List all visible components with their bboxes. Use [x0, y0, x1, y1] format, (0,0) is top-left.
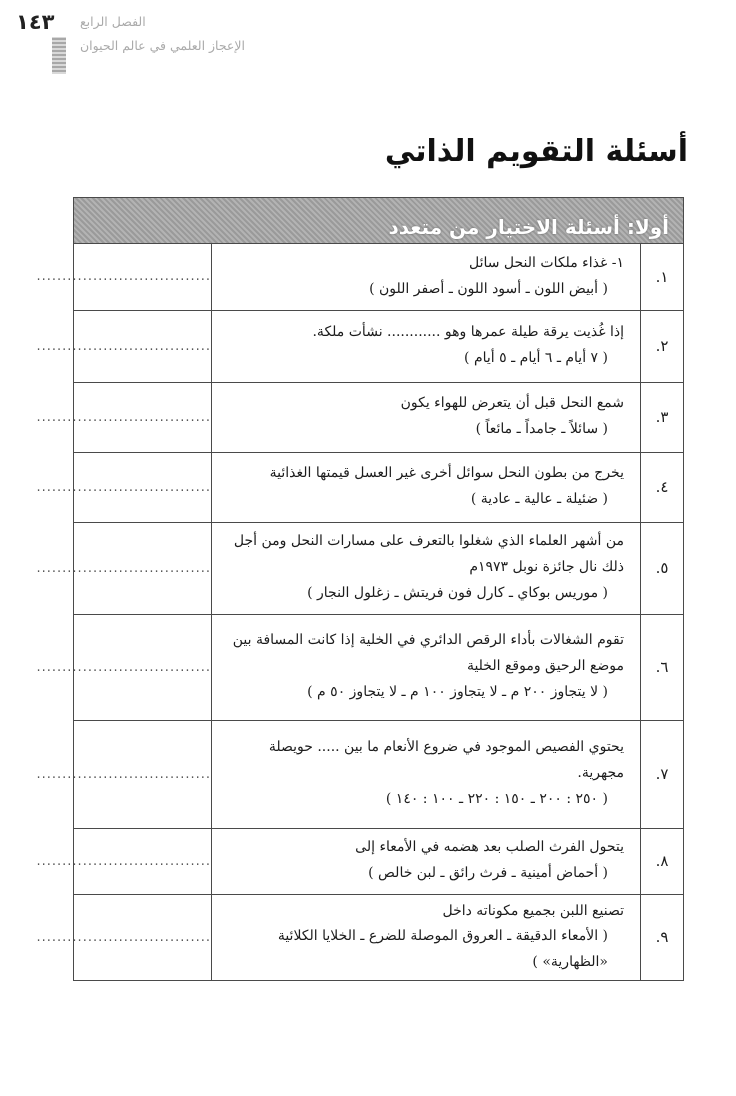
question-cell	[212, 244, 641, 310]
chapter-subtitle: الإعجاز العلمي في عالم الحيوان	[80, 37, 245, 53]
answer-blank[interactable]: ..................................	[74, 310, 212, 382]
section-title: أسئلة التقويم الذاتي	[384, 134, 688, 169]
question-row	[74, 244, 683, 310]
answer-blank[interactable]: ..................................	[74, 452, 212, 522]
header-decoration-bar	[52, 37, 66, 74]
question-number: ٩.	[641, 894, 684, 980]
question-options: ( ٢٥٠ : ٢٠٠ ـ ١٥٠ : ٢٢٠ ـ ١٠٠ : ١٤٠ )	[385, 790, 608, 807]
question-number: ٥.	[641, 522, 684, 614]
question-number: ٣.	[641, 382, 684, 452]
question-options: ( الأمعاء الدقيقة ـ العروق الموصلة للضرع ـ الخلايا الكلائية «الظهارية» )	[277, 928, 608, 971]
question-text: يحتوي الفصيص الموجود في ضروع الأنعام ما بين ..... حويصلة مجهرية.	[268, 739, 624, 782]
question-cell	[212, 894, 641, 980]
question-row	[74, 828, 683, 894]
running-header	[80, 10, 260, 58]
answer-blank[interactable]: ..................................	[74, 244, 212, 310]
question-cell	[212, 828, 641, 894]
question-options: ( سائلاً ـ جامداً ـ مائعاً )	[475, 421, 608, 437]
question-row	[74, 614, 683, 720]
question-options: ( موريس بوكاي ـ كارل فون فريتش ـ زغلول النجار )	[307, 584, 608, 601]
question-row	[74, 452, 683, 522]
question-text: من أشهر العلماء الذي شغلوا بالتعرف على مسارات النحل ومن أجل ذلك نال جائزة نوبل ١٩٧٣م	[233, 533, 624, 576]
question-row	[74, 720, 683, 828]
questions-grid	[36, 244, 683, 980]
question-cell	[212, 382, 641, 452]
answer-blank[interactable]: ..................................	[74, 828, 212, 894]
question-row	[74, 894, 683, 980]
question-number: ١.	[641, 244, 684, 310]
question-number: ٦.	[641, 614, 684, 720]
table-heading	[74, 198, 683, 244]
question-text: يخرج من بطون النحل سوائل أخرى غير العسل قيمتها الغذائية	[269, 465, 624, 482]
question-options: ( ٧ أيام ـ ٦ أيام ـ ٥ أيام )	[464, 350, 608, 366]
question-cell	[212, 452, 641, 522]
question-text: شمع النحل قبل أن يتعرض للهواء يكون	[400, 395, 624, 412]
question-cell	[212, 310, 641, 382]
question-text: تصنيع اللبن بجميع مكوناته داخل	[442, 902, 624, 919]
question-row	[74, 382, 683, 452]
question-number: ٤.	[641, 452, 684, 522]
question-cell	[212, 522, 641, 614]
question-cell	[212, 614, 641, 720]
question-text: ١- غذاء ملكات النحل سائل	[468, 254, 624, 271]
question-options: ( لا يتجاوز ٢٠٠ م ـ لا يتجاوز ١٠٠ م ـ لا يتجاوز ٥٠ م )	[307, 683, 608, 700]
answer-blank[interactable]: ..................................	[74, 720, 212, 828]
question-text: إذا غُذيت يرقة طيلة عمرها وهو ............ نشأت ملكة.	[312, 324, 624, 341]
question-text: تقوم الشغالات بأداء الرقص الدائري في الخلية إذا كانت المسافة بين موضع الرحيق وموقع الخلية	[232, 632, 624, 675]
question-number: ٢.	[641, 310, 684, 382]
chapter-title: الفصل الرابع	[80, 14, 146, 29]
page-number: ١٤٣	[16, 10, 55, 34]
question-text: يتحول الفرث الصلب بعد هضمه في الأمعاء إلى	[355, 839, 624, 856]
table-heading-text: أولا: أسئلة الاختيار من متعدد	[388, 215, 669, 239]
answer-blank[interactable]: ..................................	[74, 382, 212, 452]
answer-blank[interactable]: ..................................	[36, 929, 211, 945]
question-number: ٧.	[641, 720, 684, 828]
question-number: ٨.	[641, 828, 684, 894]
question-options: ( ضئيلة ـ عالية ـ عادية )	[470, 491, 608, 507]
question-options: ( أبيض اللون ـ أسود اللون ـ أصفر اللون )	[369, 280, 608, 297]
questions-table	[36, 197, 684, 981]
question-cell	[212, 720, 641, 828]
answer-blank[interactable]: ..................................	[74, 614, 212, 720]
question-options: ( أحماض أمينية ـ فرث رائق ـ لبن خالص )	[368, 865, 608, 881]
answer-blank[interactable]: ..................................	[74, 522, 212, 614]
question-row	[74, 522, 683, 614]
question-row	[74, 310, 683, 382]
